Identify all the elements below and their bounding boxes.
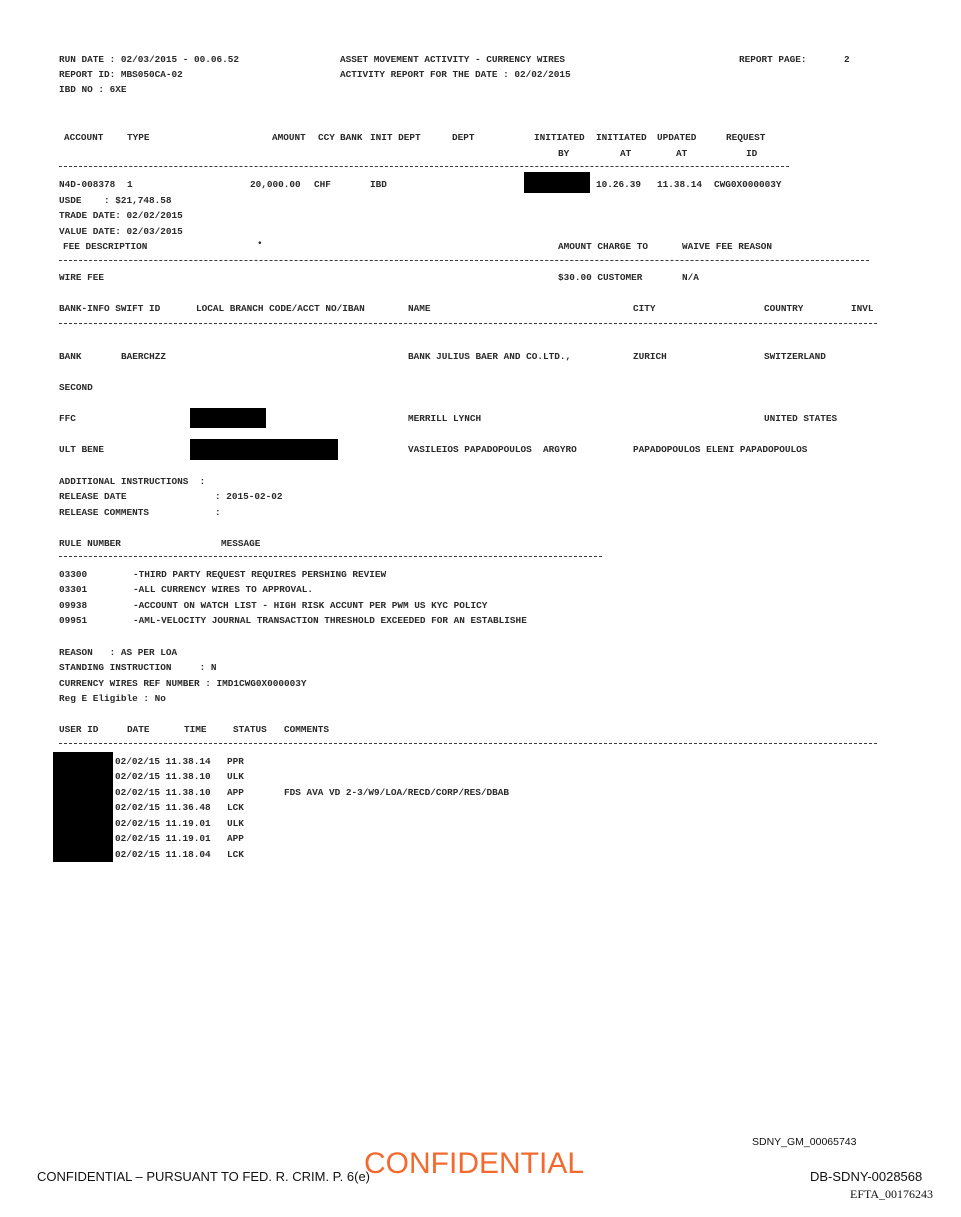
col-amount: AMOUNT	[272, 132, 306, 143]
report-subtitle: ACTIVITY REPORT FOR THE DATE : 02/02/2015	[340, 69, 571, 80]
rule-number: 03300	[59, 569, 88, 580]
release-comments-value: :	[215, 507, 221, 518]
history-datetime: 02/02/15 11.38.10	[115, 771, 211, 782]
col-by: BY	[558, 148, 570, 159]
col-dept: DEPT	[452, 132, 475, 143]
fee-desc-header: FEE DESCRIPTION	[63, 241, 148, 252]
col-country: COUNTRY	[764, 303, 804, 314]
divider	[59, 260, 869, 261]
fee-desc: WIRE FEE	[59, 272, 105, 283]
redaction-block	[190, 408, 266, 428]
history-datetime: 02/02/15 11.36.48	[115, 802, 211, 813]
col-status: STATUS	[233, 724, 267, 735]
col-updated: UPDATED	[657, 132, 697, 143]
col-at-2: AT	[676, 148, 688, 159]
rule-number: 09938	[59, 600, 88, 611]
col-at-1: AT	[620, 148, 632, 159]
run-date: RUN DATE : 02/03/2015 - 00.06.52	[59, 54, 240, 65]
additional-instructions: ADDITIONAL INSTRUCTIONS :	[59, 476, 206, 487]
bank-country: SWITZERLAND	[764, 351, 826, 362]
rule-message: -THIRD PARTY REQUEST REQUIRES PERSHING REVIEW	[133, 569, 387, 580]
divider	[59, 166, 789, 167]
col-bankinfo: BANK-INFO SWIFT ID	[59, 303, 161, 314]
history-status: ULK	[227, 818, 244, 829]
col-type: TYPE	[127, 132, 150, 143]
record-init-dept: IBD	[370, 179, 387, 190]
record-ccy: CHF	[314, 179, 331, 190]
ffc-name: MERRILL LYNCH	[408, 413, 482, 424]
divider	[59, 556, 602, 557]
record-value-date: VALUE DATE: 02/03/2015	[59, 226, 183, 237]
bates-efta: EFTA_00176243	[850, 1187, 934, 1201]
fee-bullet: •	[257, 238, 263, 249]
rule-message: -ACCOUNT ON WATCH LIST - HIGH RISK ACCUNT PER PWM US KYC POLICY	[133, 600, 488, 611]
col-initiated-by: INITIATED	[534, 132, 585, 143]
col-time: TIME	[184, 724, 207, 735]
ult-bene-role: ULT BENE	[59, 444, 105, 455]
report-page-number: 2	[844, 54, 850, 65]
history-datetime: 02/02/15 11.19.01	[115, 818, 211, 829]
history-status: PPR	[227, 756, 244, 767]
bank-name: BANK JULIUS BAER AND CO.LTD.,	[408, 351, 572, 362]
fee-waive-header: WAIVE FEE REASON	[682, 241, 773, 252]
bank-role: BANK	[59, 351, 82, 362]
record-usde: USDE : $21,748.58	[59, 195, 172, 206]
report-page-label: REPORT PAGE:	[739, 54, 807, 65]
col-id: ID	[746, 148, 758, 159]
ult-bene-name: VASILEIOS PAPADOPOULOS ARGYRO	[408, 444, 577, 455]
col-rule-number: RULE NUMBER	[59, 538, 121, 549]
redaction-block	[53, 752, 113, 862]
bank-city: ZURICH	[633, 351, 667, 362]
col-user-id: USER ID	[59, 724, 99, 735]
col-init-dept: INIT DEPT	[370, 132, 421, 143]
ffc-country: UNITED STATES	[764, 413, 838, 424]
release-date-label: RELEASE DATE	[59, 491, 127, 502]
rule-message: -ALL CURRENCY WIRES TO APPROVAL.	[133, 584, 314, 595]
record-trade-date: TRADE DATE: 02/02/2015	[59, 210, 183, 221]
redaction-block	[190, 439, 338, 460]
ult-bene-city: PAPADOPOULOS ELENI PAPADOPOULOS	[633, 444, 808, 455]
fee-waive: N/A	[682, 272, 699, 283]
record-amount: 20,000.00	[250, 179, 301, 190]
rule-message: -AML-VELOCITY JOURNAL TRANSACTION THRESHOLD EXCEEDED FOR AN ESTABLISHE	[133, 615, 527, 626]
col-city: CITY	[633, 303, 656, 314]
col-message: MESSAGE	[221, 538, 261, 549]
col-initiated-at: INITIATED	[596, 132, 647, 143]
reg-e-eligible: Reg E Eligible : No	[59, 693, 166, 704]
divider	[59, 743, 877, 744]
fee-amount: $30.00 CUSTOMER	[558, 272, 643, 283]
confidential-stamp: CONFIDENTIAL	[364, 1147, 585, 1180]
bates-sdny-gm: SDNY_GM_00065743	[752, 1136, 857, 1148]
col-ccy: CCY	[318, 132, 335, 143]
history-datetime: 02/02/15 11.19.01	[115, 833, 211, 844]
ffc-role: FFC	[59, 413, 76, 424]
col-bank: BANK	[340, 132, 363, 143]
col-local-branch: LOCAL BRANCH CODE/ACCT NO/IBAN	[196, 303, 365, 314]
second-role: SECOND	[59, 382, 93, 393]
ref-number: CURRENCY WIRES REF NUMBER : IMD1CWG0X000003Y	[59, 678, 307, 689]
col-request: REQUEST	[726, 132, 766, 143]
report-id: REPORT ID: MBS050CA-02	[59, 69, 183, 80]
history-status: LCK	[227, 802, 244, 813]
redaction-block	[524, 172, 590, 193]
bank-swift: BAERCHZZ	[121, 351, 167, 362]
history-status: APP	[227, 787, 244, 798]
col-name: NAME	[408, 303, 431, 314]
record-account: N4D-008378	[59, 179, 116, 190]
history-status: LCK	[227, 849, 244, 860]
confidential-note: CONFIDENTIAL – PURSUANT TO FED. R. CRIM. P. 6(e)	[37, 1169, 371, 1184]
col-account: ACCOUNT	[64, 132, 104, 143]
rule-number: 09951	[59, 615, 88, 626]
ibd-number: IBD NO : 6XE	[59, 84, 127, 95]
record-initiated-at: 10.26.39	[596, 179, 642, 190]
record-request-id: CWG0X000003Y	[714, 179, 782, 190]
report-title: ASSET MOVEMENT ACTIVITY - CURRENCY WIRES	[340, 54, 566, 65]
fee-amount-header: AMOUNT CHARGE TO	[558, 241, 649, 252]
reason: REASON : AS PER LOA	[59, 647, 178, 658]
history-datetime: 02/02/15 11.38.14	[115, 756, 211, 767]
bates-db: DB-SDNY-0028568	[810, 1169, 923, 1184]
standing-instruction: STANDING INSTRUCTION : N	[59, 662, 217, 673]
col-comments: COMMENTS	[284, 724, 330, 735]
history-status: APP	[227, 833, 244, 844]
release-comments-label: RELEASE COMMENTS	[59, 507, 150, 518]
record-updated-at: 11.38.14	[657, 179, 703, 190]
history-status: ULK	[227, 771, 244, 782]
col-invl: INVL	[851, 303, 874, 314]
col-date: DATE	[127, 724, 150, 735]
divider	[59, 323, 877, 324]
release-date-value: : 2015-02-02	[215, 491, 283, 502]
history-comment: FDS AVA VD 2-3/W9/LOA/RECD/CORP/RES/DBAB	[284, 787, 510, 798]
history-datetime: 02/02/15 11.38.10	[115, 787, 211, 798]
record-type: 1	[127, 179, 133, 190]
rule-number: 03301	[59, 584, 88, 595]
history-datetime: 02/02/15 11.18.04	[115, 849, 211, 860]
